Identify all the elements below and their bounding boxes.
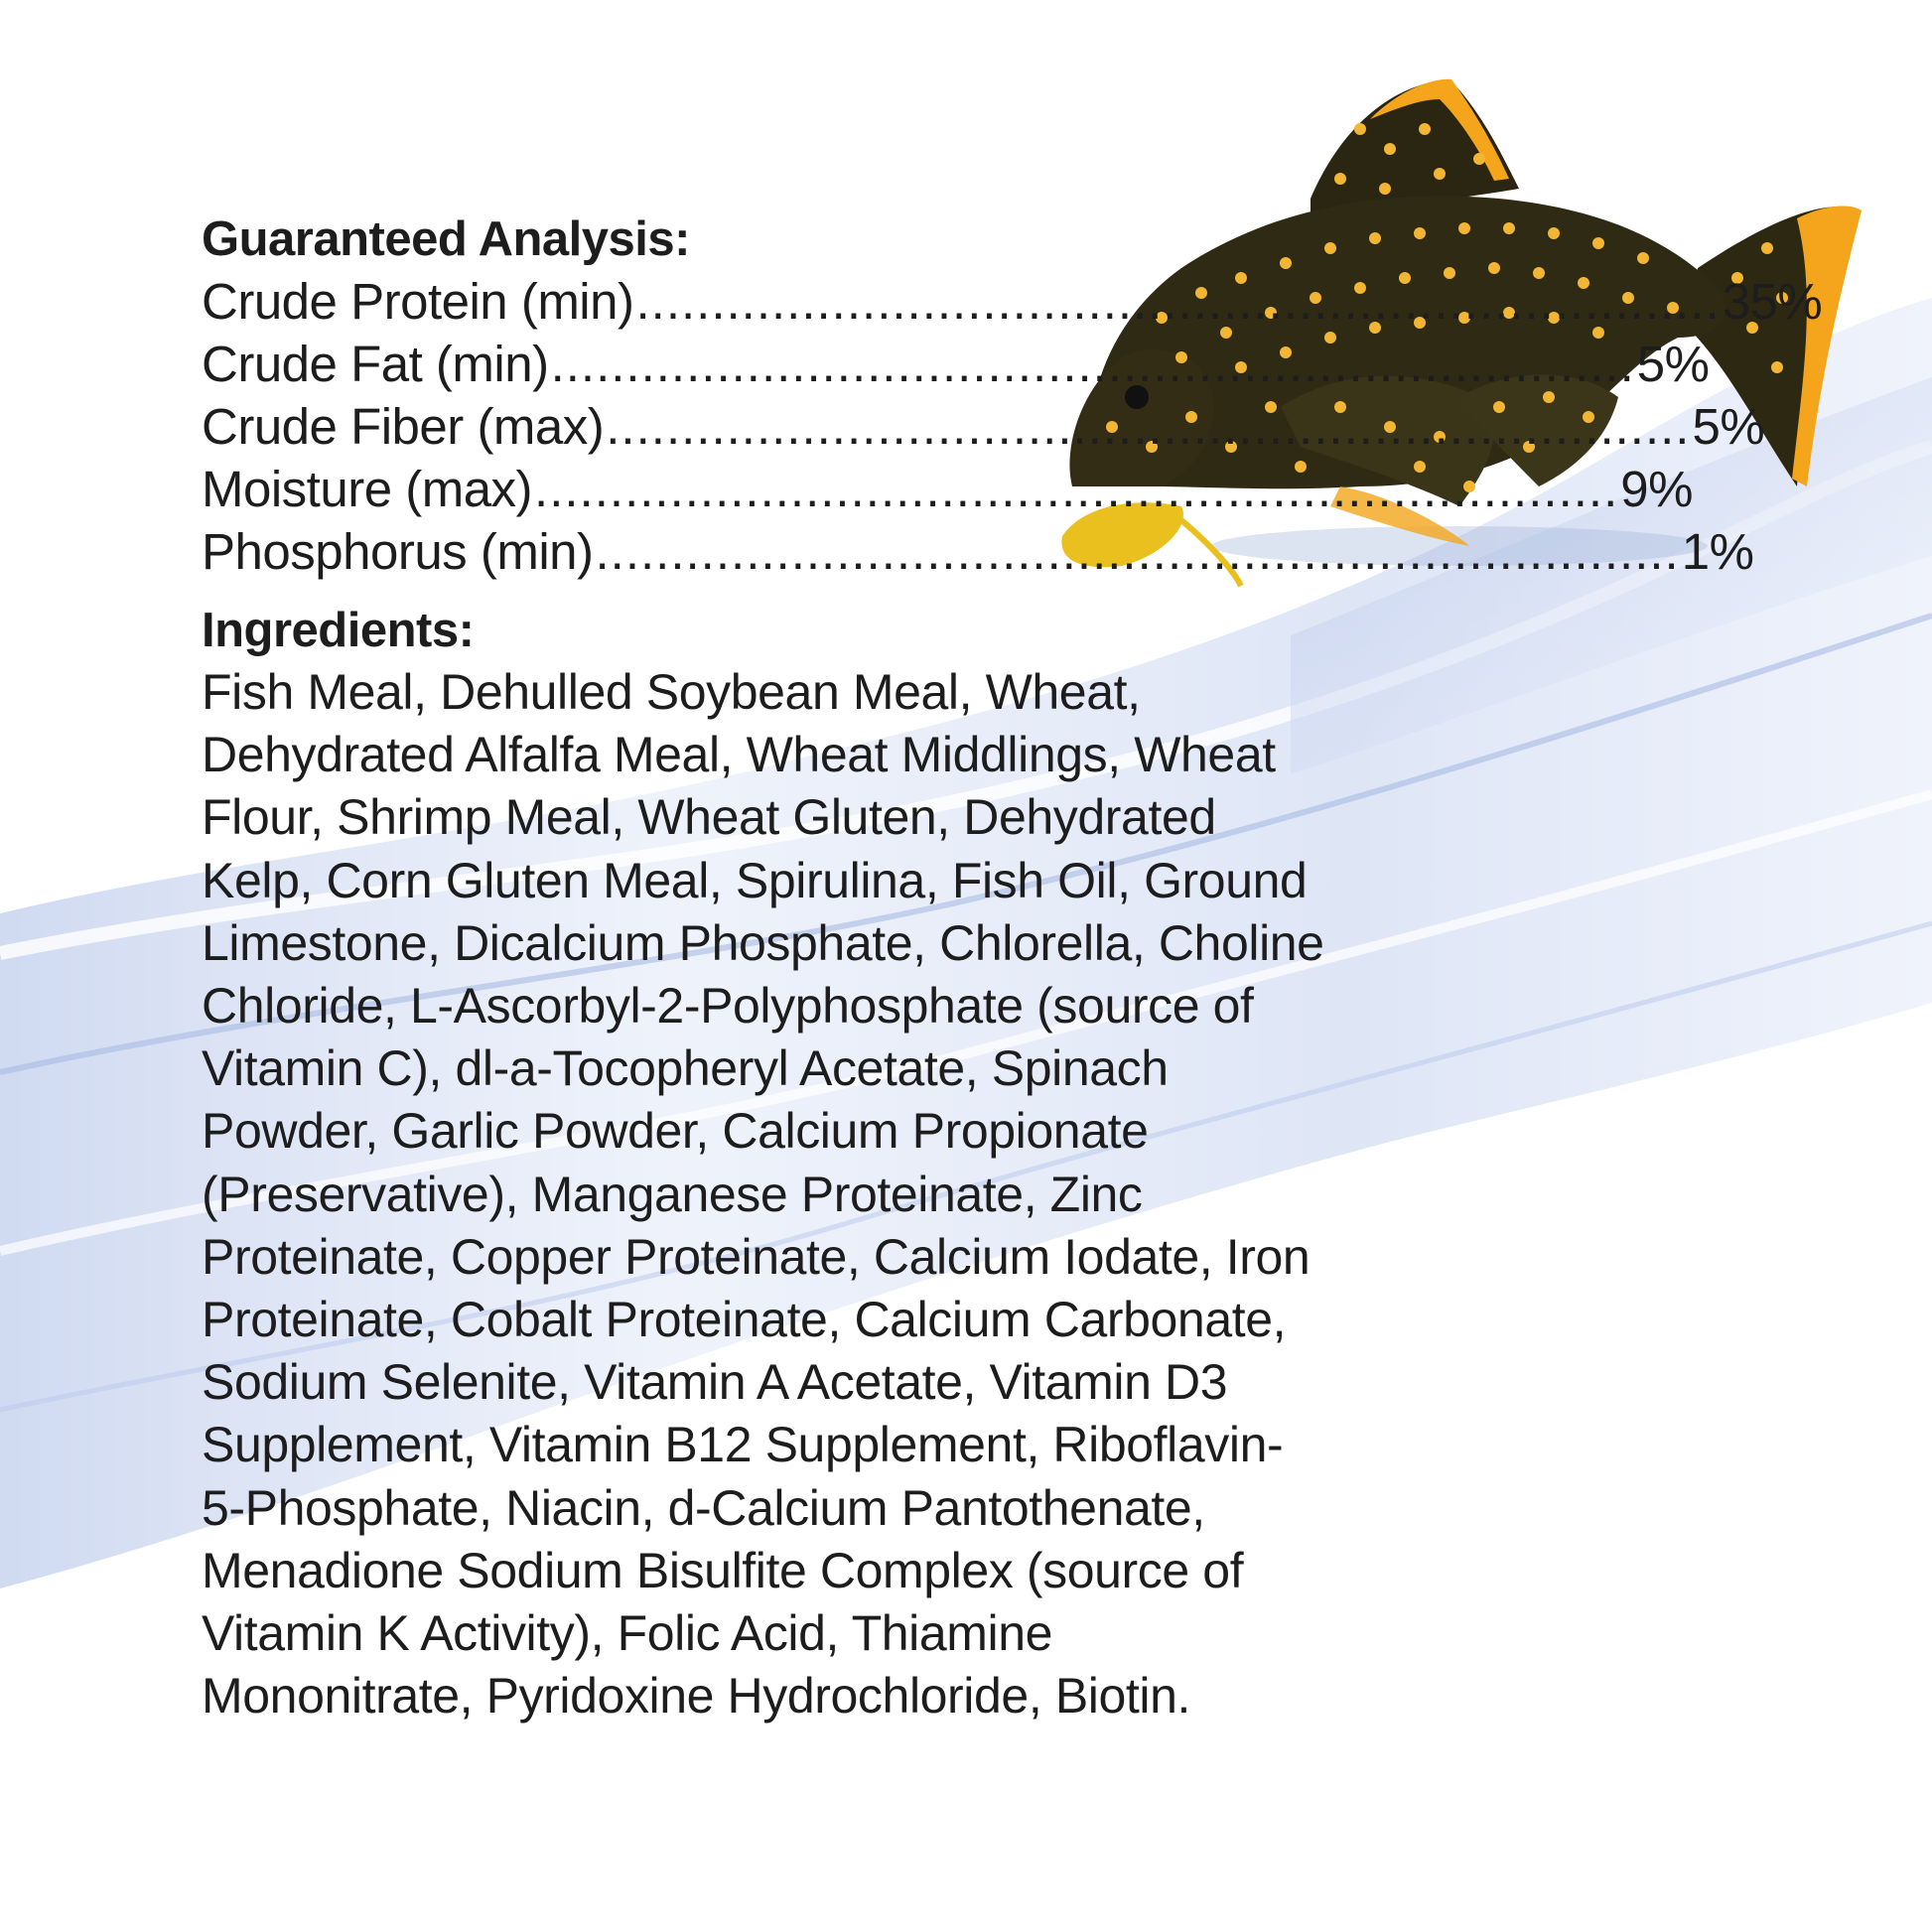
guaranteed-analysis-list [202,270,1823,583]
analysis-value: 9% [1620,461,1693,517]
ingredients-line: Proteinate, Cobalt Proteinate, Calcium Carbonate, [202,1292,1287,1348]
ingredients-line: Vitamin K Activity), Folic Acid, Thiamine [202,1605,1053,1662]
analysis-value: 5% [1636,336,1710,392]
ingredients-line: 5-Phosphate, Niacin, d-Calcium Pantothenate, [202,1479,1205,1536]
analysis-value: 5% [1692,398,1765,455]
ingredients-heading: Ingredients: [202,604,475,657]
analysis-row [202,520,1754,583]
ingredients-line: Menadione Sodium Bisulfite Complex (source of [202,1542,1244,1598]
ingredients-line: Proteinate, Copper Proteinate, Calcium Iodate, Iron [202,1228,1311,1285]
product-label-text [202,208,1823,1727]
dot-leader: ........................................................................ [534,461,1619,517]
ingredients-line: Vitamin C), dl-a-Tocopheryl Acetate, Spinach [202,1040,1169,1097]
analysis-label: Moisture (max) [202,461,533,517]
analysis-label: Crude Fiber (max) [202,398,605,455]
dot-leader: ........................................................................ [595,523,1680,580]
ingredients-list [202,661,1433,1727]
ingredients-line: Chloride, L-Ascorbyl-2-Polyphosphate (source of [202,978,1254,1035]
ingredients-line: (Preservative), Manganese Proteinate, Zinc [202,1166,1143,1222]
ingredients-line: Limestone, Dicalcium Phosphate, Chlorella, Choline [202,914,1324,971]
analysis-label: Phosphorus (min) [202,523,594,580]
ingredients-line: Kelp, Corn Gluten Meal, Spirulina, Fish Oil, Ground [202,852,1308,908]
guaranteed-analysis-heading: Guaranteed Analysis: [202,212,690,266]
ingredients-line: Mononitrate, Pyridoxine Hydrochloride, Biotin. [202,1668,1190,1725]
analysis-label: Crude Protein (min) [202,273,634,330]
ingredients-line: Supplement, Vitamin B12 Supplement, Riboflavin- [202,1417,1284,1473]
ingredients-line: Flour, Shrimp Meal, Wheat Gluten, Dehydrated [202,789,1216,846]
analysis-label: Crude Fat (min) [202,336,549,392]
analysis-value: 35% [1722,273,1823,330]
ingredients-line: Powder, Garlic Powder, Calcium Propionate [202,1103,1149,1160]
ingredients-line: Sodium Selenite, Vitamin A Acetate, Vitamin D3 [202,1354,1228,1411]
analysis-row [202,333,1710,395]
dot-leader: ........................................................................ [635,273,1721,330]
analysis-row [202,395,1765,458]
dot-leader: ........................................................................ [550,336,1635,392]
ingredients-line: Dehydrated Alfalfa Meal, Wheat Middlings, Wheat [202,727,1276,783]
ingredients-line: Fish Meal, Dehulled Soybean Meal, Wheat, [202,664,1141,720]
analysis-row [202,270,1823,333]
dot-leader: ........................................................................ [606,398,1691,455]
analysis-value: 1% [1681,523,1754,580]
analysis-row [202,458,1693,520]
